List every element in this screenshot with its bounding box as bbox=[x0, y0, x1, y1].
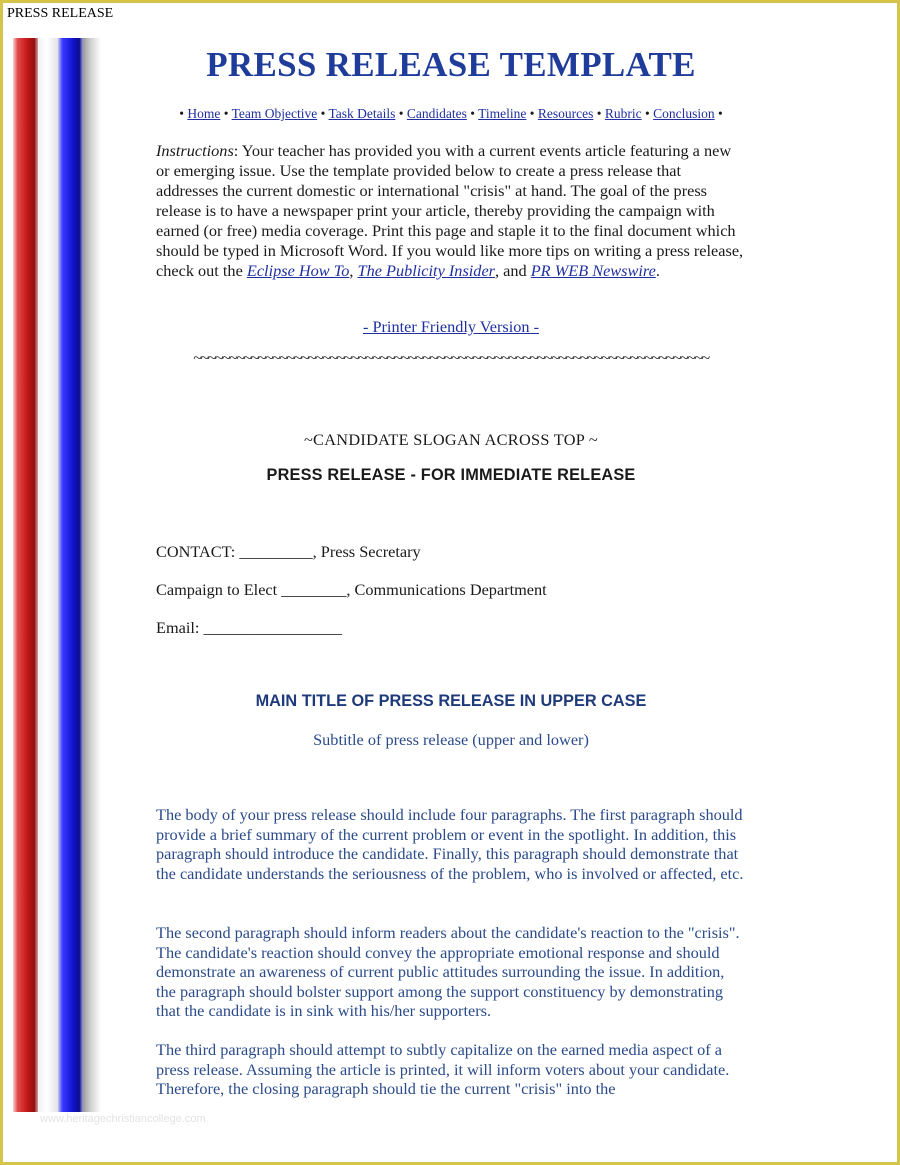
nav-link-timeline[interactable]: Timeline bbox=[478, 106, 527, 121]
nav-link-resources[interactable]: Resources bbox=[537, 106, 594, 121]
document-label: PRESS RELEASE bbox=[7, 6, 114, 21]
instructions-paragraph bbox=[156, 141, 746, 281]
main-title: MAIN TITLE OF PRESS RELEASE IN UPPER CASE bbox=[255, 692, 647, 710]
release-heading: PRESS RELEASE - FOR IMMEDIATE RELEASE bbox=[266, 466, 636, 484]
white-stripe-decoration bbox=[38, 38, 58, 1112]
nav-bar bbox=[146, 106, 756, 122]
body-paragraph-2: The second paragraph should inform readers about the candidate's reaction to the "crisis". The candidate's reaction should convey the appropriate emotional response and should demonstrate an awareness of current public attitudes surrounding the issue. In addition, the paragraph should bolster support among the support constituency by demonstrating that the candidate is in sink with his/her supporters. bbox=[156, 923, 740, 1021]
nav-bullet: • bbox=[470, 106, 476, 121]
instructions-text: : Your teacher has provided you with a current events article featuring a new or emerging issue. Use the template provided below to create a press release that addresses the current domestic or international "crisis" at hand. The goal of the press release is to have a newspaper print your article, thereby providing the campaign with earned (or free) media coverage. Print this page and staple it to the final document which should be typed in Microsoft Word. If you would like more tips on writing a press release, check out the bbox=[156, 141, 744, 280]
nav-bullet: • bbox=[529, 106, 535, 121]
nav-bullet: • bbox=[718, 106, 723, 121]
instructions-separator: , bbox=[349, 261, 358, 280]
email-line: Email: _________________ bbox=[156, 618, 342, 637]
subtitle: Subtitle of press release (upper and lower) bbox=[313, 730, 589, 749]
body-paragraph-1: The body of your press release should include four paragraphs. The first paragraph should provide a brief summary of the current problem or event in the spotlight. In addition, this paragraph should introduce the candidate. Finally, this paragraph should demonstrate that the candidate understands the seriousness of the problem, who is involved or affected, etc. bbox=[156, 805, 744, 883]
watermark-text: www.heritagechristiancollege.com bbox=[40, 1113, 206, 1125]
nav-link-candidates[interactable]: Candidates bbox=[406, 106, 467, 121]
nav-bullet: • bbox=[320, 106, 326, 121]
nav-link-conclusion[interactable]: Conclusion bbox=[653, 106, 715, 121]
nav-link-team-objective[interactable]: Team Objective bbox=[231, 106, 318, 121]
body-paragraph-3: The third paragraph should attempt to subtly capitalize on the earned media aspect of a press release. Assuming the article is printed, it will inform voters about your candidate. Therefore, the closing paragraph should tie the current "crisis" into the bbox=[156, 1040, 730, 1099]
contact-line: CONTACT: _________, Press Secretary bbox=[156, 542, 421, 561]
instructions-end: . bbox=[655, 261, 660, 280]
nav-link-task-details[interactable]: Task Details bbox=[328, 106, 396, 121]
red-stripe-decoration bbox=[13, 38, 38, 1112]
tilde-divider: ~~~~~~~~~~~~~~~~~~~~~~~~~~~~~~~~~~~~~~~~~~~~~~~~~~~~~~~~~~~~~~~~~~~~~~~~ bbox=[193, 350, 709, 367]
page-title: PRESS RELEASE TEMPLATE bbox=[206, 45, 696, 84]
printer-friendly-link[interactable]: - Printer Friendly Version - bbox=[362, 317, 540, 336]
link-publicity-insider[interactable]: The Publicity Insider bbox=[357, 261, 496, 280]
stripe-shadow-decoration bbox=[83, 38, 101, 1112]
nav-link-home[interactable]: Home bbox=[187, 106, 221, 121]
nav-bullet: • bbox=[645, 106, 650, 121]
blue-stripe-decoration bbox=[58, 38, 83, 1112]
nav-bullet: • bbox=[398, 106, 404, 121]
link-pr-web-newswire[interactable]: PR WEB Newswire bbox=[530, 261, 656, 280]
candidate-slogan: ~CANDIDATE SLOGAN ACROSS TOP ~ bbox=[303, 430, 599, 449]
printer-friendly-row bbox=[156, 317, 746, 337]
nav-bullet: • bbox=[223, 106, 229, 121]
instructions-label: Instructions bbox=[156, 141, 234, 160]
nav-bullet: • bbox=[596, 106, 602, 121]
campaign-line: Campaign to Elect ________, Communications Department bbox=[156, 580, 547, 599]
link-eclipse-how-to[interactable]: Eclipse How To bbox=[246, 261, 350, 280]
instructions-separator: , and bbox=[495, 261, 531, 280]
nav-bullet: • bbox=[179, 106, 184, 121]
nav-link-rubric[interactable]: Rubric bbox=[604, 106, 642, 121]
